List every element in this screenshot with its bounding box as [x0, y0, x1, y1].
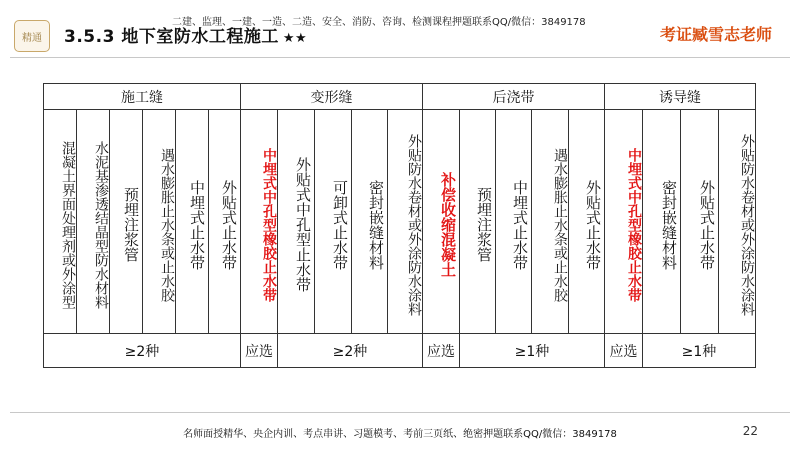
group-header-induced-joint: 诱导缝	[604, 83, 756, 110]
header-divider	[10, 57, 790, 58]
column-cell: 外贴式止水带	[568, 109, 605, 334]
column-cell: 外贴式止水带	[680, 109, 719, 334]
column-cell: 中埋式止水带	[175, 109, 209, 334]
logo-badge	[14, 20, 50, 52]
page-title	[64, 22, 307, 47]
column-cell	[43, 109, 77, 334]
summary-cell: 应选	[604, 333, 643, 368]
summary-cell: ≥1种	[642, 333, 756, 368]
column-cell	[531, 109, 569, 334]
summary-cell: 应选	[240, 333, 278, 368]
column-cell: 预埋注浆管	[459, 109, 496, 334]
column-cell-highlight: 补偿收缩混凝土	[422, 109, 460, 334]
column-text: 遇水膨胀止水条或止水胶	[552, 147, 568, 302]
column-text: 外贴防水卷材或外涂防水涂料	[406, 133, 422, 316]
column-cell: 外贴式中孔型止水带	[277, 109, 315, 334]
column-cell: 中埋式止水带	[495, 109, 532, 334]
title-text: 3.5.3 地下室防水工程施工	[64, 27, 279, 47]
column-cell	[718, 109, 756, 334]
column-cell: 外贴式止水带	[208, 109, 241, 334]
column-cell	[387, 109, 423, 334]
column-cell	[76, 109, 110, 334]
brand-name: 考证臧雪志老师	[659, 25, 772, 44]
column-cell-highlight	[604, 109, 643, 334]
column-cell	[142, 109, 176, 334]
top-contact-note: 二建、监理、一建、一造、二造、安全、消防、咨询、检测课程押题联系QQ/微信：3849178	[172, 17, 586, 28]
group-header-construction-joint: 施工缝	[43, 83, 241, 110]
logo-text: 精通	[22, 32, 42, 44]
column-text: 中埋式中孔型橡胶止水带	[261, 147, 277, 302]
page-number: 22	[742, 424, 758, 438]
column-text: 中埋式中孔型橡胶止水带	[626, 147, 642, 302]
summary-cell: ≥2种	[277, 333, 423, 368]
column-text: 混凝土界面处理剂或外涂型	[60, 140, 76, 309]
column-text: 外贴防水卷材或外涂防水涂料	[739, 133, 755, 316]
summary-cell: ≥1种	[459, 333, 605, 368]
group-header-post-pour-strip: 后浇带	[422, 83, 605, 110]
footer-contact-note: 名师面授精华、央企内训、考点串讲、习题模考、考前三页纸、绝密押题联系QQ/微信：3849178	[183, 429, 617, 440]
column-cell: 密封嵌缝材料	[642, 109, 681, 334]
column-text: 遇水膨胀止水条或止水胶	[159, 147, 175, 302]
column-cell: 预埋注浆管	[109, 109, 143, 334]
summary-cell: 应选	[422, 333, 460, 368]
group-header-deformation-joint: 变形缝	[240, 83, 423, 110]
waterproofing-table	[43, 83, 756, 368]
footer-divider	[10, 412, 790, 413]
column-text: 水泥基渗透结晶型防水材料	[93, 140, 109, 309]
column-cell: 可卸式止水带	[314, 109, 352, 334]
column-cell-highlight	[240, 109, 278, 334]
summary-cell: ≥2种	[43, 333, 241, 368]
importance-stars: ★★	[282, 31, 308, 46]
column-cell: 密封嵌缝材料	[351, 109, 388, 334]
